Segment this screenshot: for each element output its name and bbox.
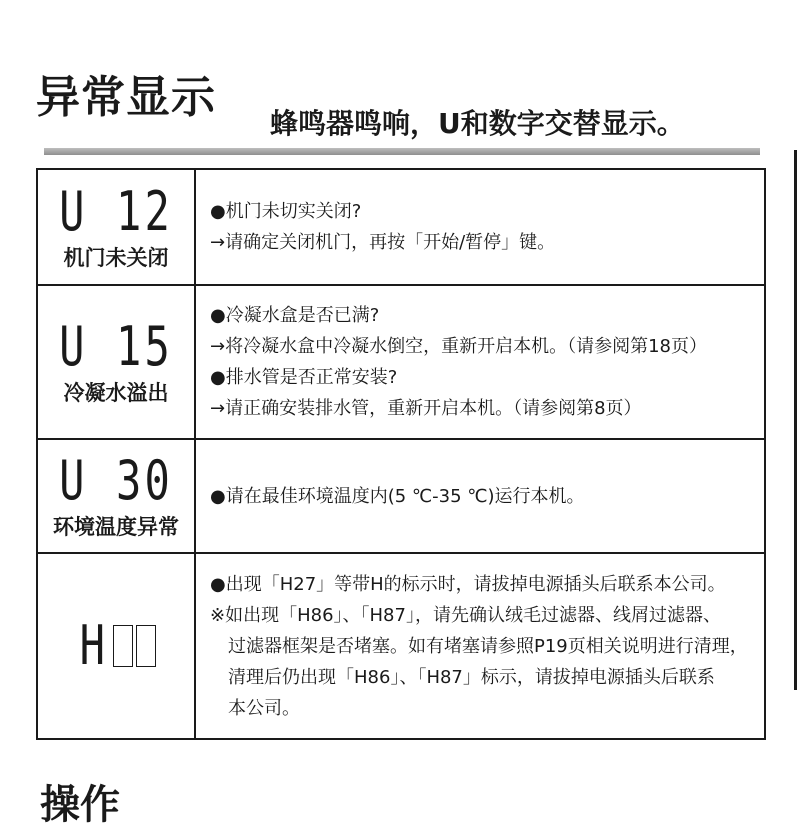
error-code-display: U 12: [59, 180, 173, 243]
error-code-display: H: [79, 614, 105, 677]
h-code-display: [76, 616, 157, 676]
blank-digit-box: [113, 625, 133, 667]
description-line: →请确定关闭机门，再按「开始/暂停」键。: [210, 232, 556, 253]
code-cell: [38, 286, 196, 438]
table-row: [38, 552, 764, 738]
description-line: ●排水管是否正常安装?: [210, 367, 398, 388]
page-subtitle: 蜂鸣器鸣响，U和数字交替显示。: [270, 107, 685, 140]
code-cell: [38, 554, 196, 738]
error-code-table: [36, 168, 766, 740]
description-line: ●出现「H27」等带H的标示时，请拔掉电源插头后联系本公司。: [210, 573, 726, 595]
description-cell: [210, 170, 756, 284]
error-code-display: U 30: [59, 449, 173, 512]
title-divider: [44, 148, 760, 155]
blank-digit-box: [136, 625, 156, 667]
description-line: →请正确安装排水管，重新开启本机。（请参阅第8页）: [210, 398, 642, 419]
error-code-display: U 15: [59, 315, 173, 378]
description-line: ●冷凝水盒是否已满?: [210, 305, 380, 326]
description-cell: [210, 440, 756, 552]
code-cell: [38, 440, 196, 552]
next-section-heading: 操作: [40, 782, 120, 828]
description-line: 过滤器框架是否堵塞。如有堵塞请参照P19页相关说明进行清理，: [228, 635, 748, 657]
table-row: [38, 170, 764, 284]
description-line: 本公司。: [228, 697, 300, 719]
page-edge-line: [794, 150, 797, 690]
table-row: [38, 438, 764, 552]
description-cell: [210, 554, 756, 738]
error-code-name: 机门未关闭: [63, 246, 169, 270]
page-title: 异常显示: [36, 72, 216, 123]
code-cell: [38, 170, 196, 284]
description-line: 清理后仍出现「H86」、「H87」标示，请拔掉电源插头后联系: [228, 666, 715, 688]
description-line: →将冷凝水盒中冷凝水倒空，重新开启本机。（请参阅第18页）: [210, 336, 707, 357]
description-line: ●请在最佳环境温度内(5 ℃-35 ℃)运行本机。: [210, 485, 585, 507]
table-row: [38, 284, 764, 438]
error-code-name: 冷凝水溢出: [63, 381, 169, 405]
error-code-name: 环境温度异常: [53, 515, 179, 539]
description-cell: [210, 286, 756, 438]
description-line: ※如出现「H86」、「H87」，请先确认绒毛过滤器、线屑过滤器、: [210, 604, 721, 626]
description-line: ●机门未切实关闭?: [210, 201, 362, 222]
